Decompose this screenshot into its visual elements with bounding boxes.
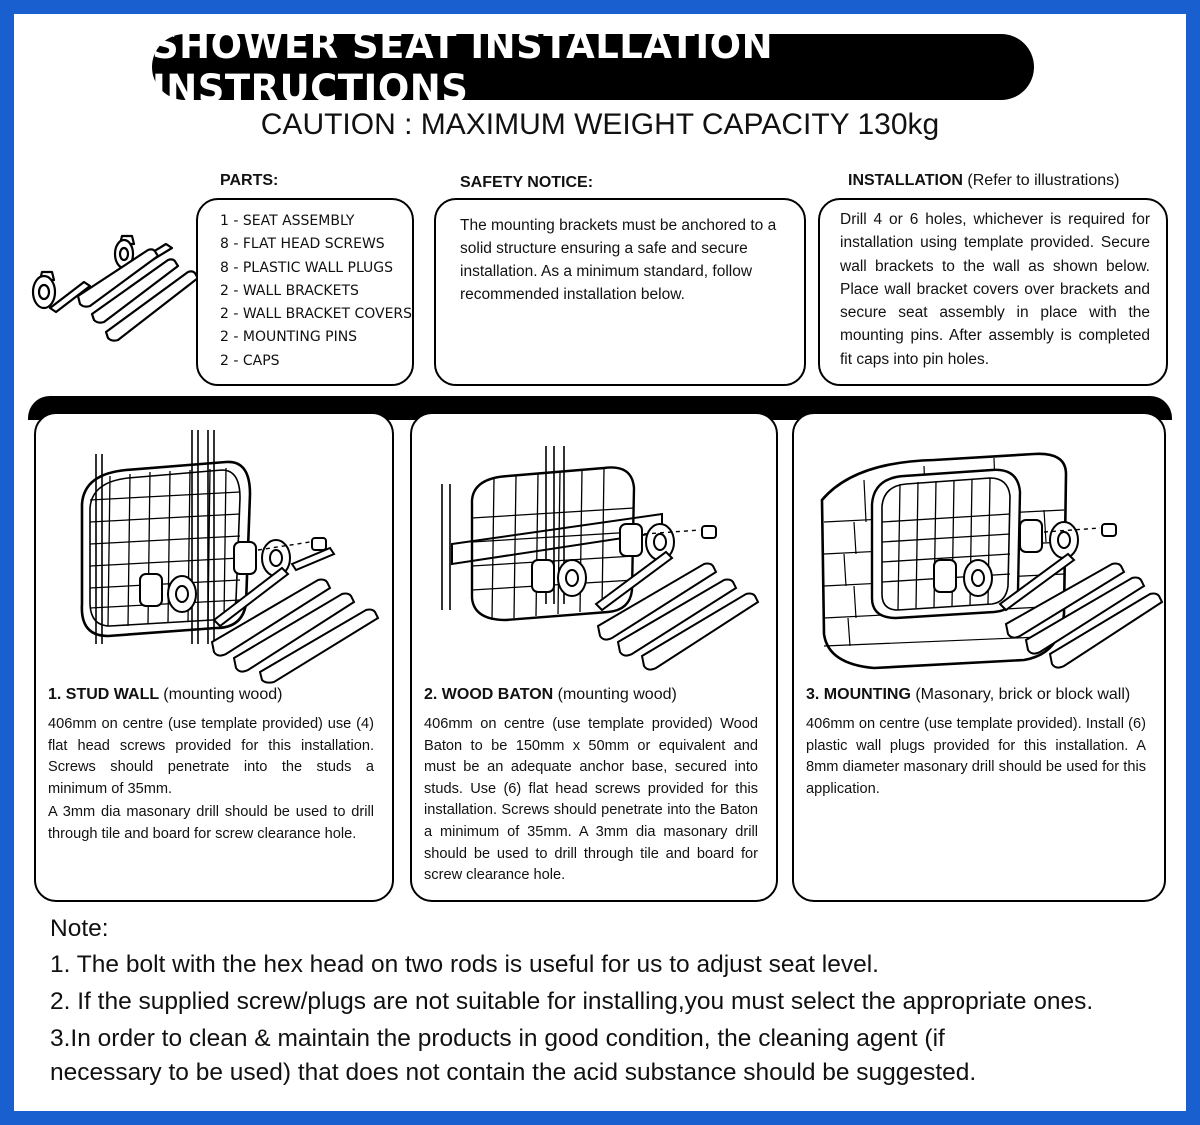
installation-text: Drill 4 or 6 holes, whichever is required for installation using template provided. Secure wall brackets to the wall as shown below. Place wall bracket covers over brackets and secure seat assembly in place with the mounting pins. After assembly is completed fit caps into pin holes.: [840, 211, 1150, 368]
safety-heading: SAFETY NOTICE:: [460, 174, 594, 191]
parts-list-item: 2 - CAPS: [220, 352, 280, 369]
note-item: 1. The bolt with the hex head on two rods is useful for us to adjust seat level.: [50, 951, 879, 978]
panel-stud-wall-title-sub: (mounting wood): [163, 686, 283, 703]
panel-stud-wall-title-main: 1. STUD WALL: [48, 686, 159, 703]
panel-wood-baton-title-main: 2. WOOD BATON: [424, 686, 554, 703]
stud-wall-illustration: [36, 414, 392, 684]
notes-heading: Note:: [50, 915, 109, 942]
installation-box: [818, 198, 1168, 386]
parts-list: [198, 200, 412, 373]
safety-text: The mounting brackets must be anchored to a solid structure ensuring a safe and secure installation. As a minimum standard, follow recommended installation below.: [460, 217, 777, 303]
parts-list-item: 8 - PLASTIC WALL PLUGS: [220, 259, 394, 276]
panel-stud-wall-title: [48, 686, 282, 704]
panel-masonry-title: [806, 686, 1130, 704]
panel-wood-baton-title: [424, 686, 677, 704]
panel-wood-baton-title-sub: (mounting wood): [557, 686, 677, 703]
notes-section: [50, 912, 1170, 1090]
installation-heading-main: INSTALLATION: [848, 172, 963, 189]
parts-list-item: 2 - WALL BRACKETS: [220, 282, 359, 299]
panel-wood-baton: [410, 412, 778, 902]
panel-stud-wall-paragraph: 406mm on centre (use template provided) use (4) flat head screws provided for this installation. Screws should penetrate into the studs a minimum of 35mm.: [48, 716, 374, 797]
parts-heading: PARTS:: [220, 172, 279, 189]
note-item: 3.In order to clean & maintain the products in good condition, the cleaning agent (if necessary to be used) that does not contain the acid substance should be suggested.: [50, 1025, 977, 1086]
panel-masonry-title-main: 3. MOUNTING: [806, 686, 911, 703]
panel-wood-baton-paragraph: 406mm on centre (use template provided) Wood Baton to be 150mm x 50mm or equivalent and must be an adequate anchor base, secured into studs. Use (6) flat head screws provided for this installation. Screws should penetrate into the Baton a minimum of 35mm. A 3mm dia masonary drill should be used to drill through tile and board for screw clearance hole.: [424, 716, 758, 884]
panel-wood-baton-text: [424, 714, 758, 887]
parts-list-item: 2 - MOUNTING PINS: [220, 329, 358, 346]
seat-assembly-illustration: [20, 222, 200, 352]
note-item: 2. If the supplied screw/plugs are not suitable for installing,you must select the appropriate ones.: [50, 988, 1094, 1015]
panel-stud-wall-paragraph: A 3mm dia masonary drill should be used to drill through tile and board for screw clearance hole.: [48, 804, 374, 842]
panel-stud-wall-text: [48, 714, 374, 846]
panel-masonry-text: [806, 714, 1146, 800]
panel-stud-wall: [34, 412, 394, 902]
installation-heading-sub: (Refer to illustrations): [967, 172, 1120, 189]
masonry-wall-illustration: [794, 414, 1164, 684]
panel-masonry-paragraph: 406mm on centre (use template provided). Install (6) plastic wall plugs provided for this installation. A 8mm diameter masonary drill should be used for this application.: [806, 716, 1146, 797]
parts-list-item: 8 - FLAT HEAD SCREWS: [220, 236, 385, 253]
parts-list-item: 1 - SEAT ASSEMBLY: [220, 213, 355, 229]
panel-masonry: [792, 412, 1166, 902]
wood-baton-illustration: [412, 414, 776, 684]
safety-box: [434, 198, 806, 386]
instruction-sheet: [14, 14, 1186, 1111]
installation-heading: [848, 172, 1119, 190]
page-title: SHOWER SEAT INSTALLATION INSTRUCTIONS: [152, 34, 1034, 100]
parts-list-item: 2 - WALL BRACKET COVERS: [220, 306, 413, 323]
panel-masonry-title-sub: (Masonary, brick or block wall): [915, 686, 1131, 703]
weight-caution: CAUTION : MAXIMUM WEIGHT CAPACITY 130kg: [260, 108, 940, 141]
parts-box: [196, 198, 414, 386]
